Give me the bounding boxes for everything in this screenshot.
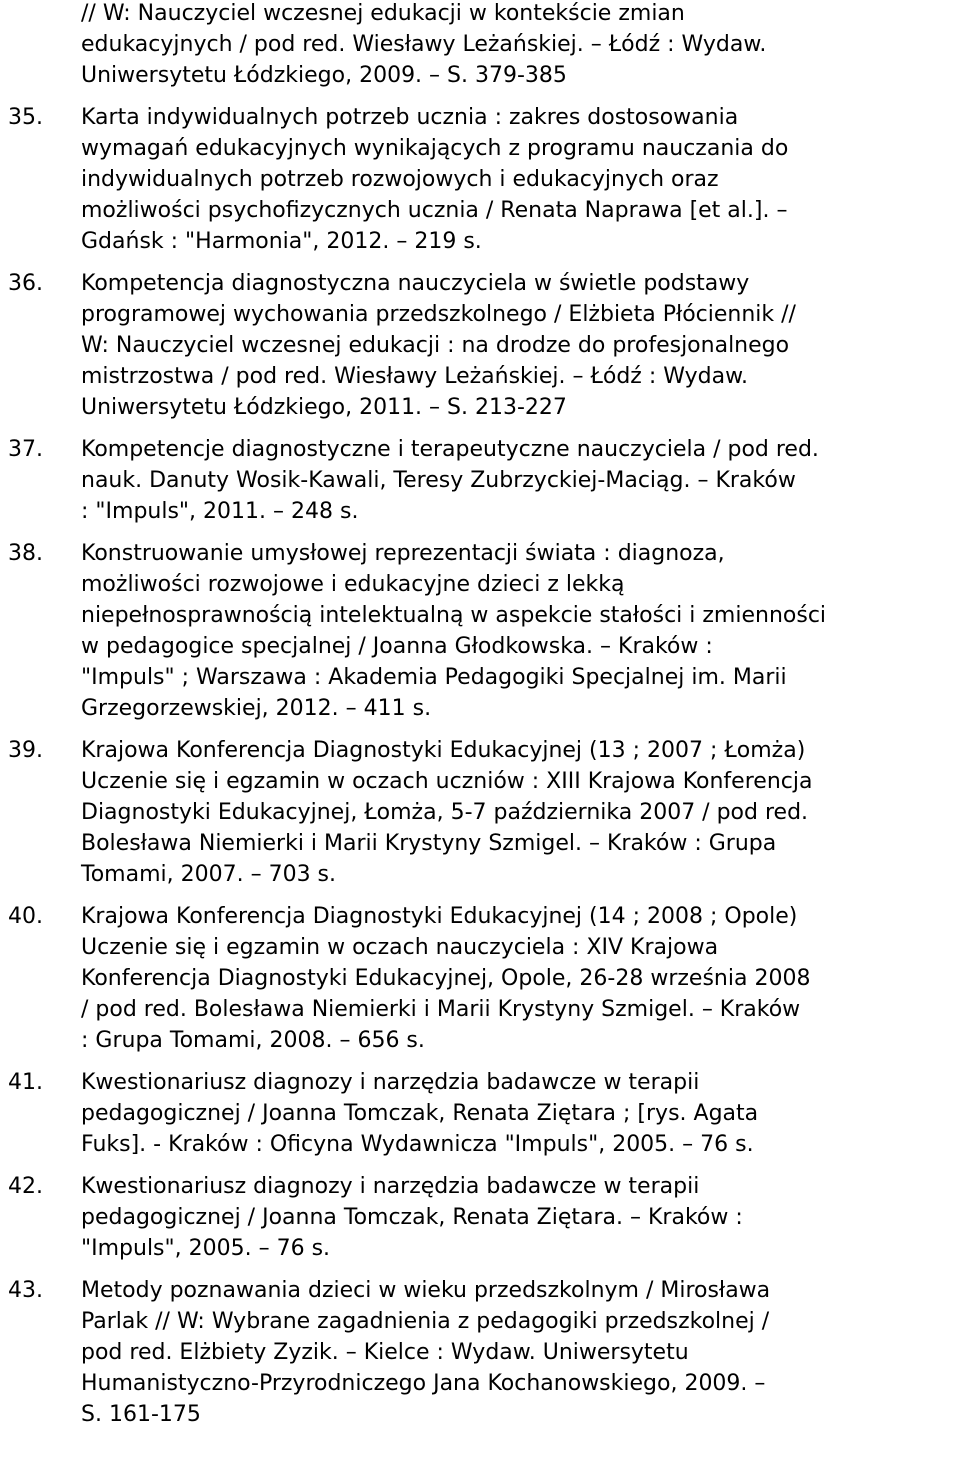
entry-line: Konstruowanie umysłowej reprezentacji świata : diagnoza, [81, 541, 725, 566]
entry-number: 42. [8, 1174, 43, 1199]
entry-line: Grzegorzewskiej, 2012. – 411 s. [81, 696, 432, 721]
entry-text [81, 0, 960, 91]
entry-text [81, 1275, 960, 1430]
entry-line: pedagogicznej / Joanna Tomczak, Renata Ziętara. – Kraków : [81, 1205, 743, 1230]
bibliography-entry [0, 102, 960, 257]
entry-line: "Impuls" ; Warszawa : Akademia Pedagogiki Specjalnej im. Marii [81, 665, 787, 690]
bibliography-entry [0, 1275, 960, 1430]
entry-line: Fuks]. - Kraków : Oficyna Wydawnicza "Impuls", 2005. – 76 s. [81, 1132, 754, 1157]
entry-line: mistrzostwa / pod red. Wiesławy Leżańskiej. – Łódź : Wydaw. [81, 364, 749, 389]
entry-line: nauk. Danuty Wosik-Kawali, Teresy Zubrzyckiej-Maciąg. – Kraków [81, 468, 796, 493]
entry-line: Kompetencja diagnostyczna nauczyciela w świetle podstawy [81, 271, 750, 296]
entry-line: Humanistyczno-Przyrodniczego Jana Kochanowskiego, 2009. – [81, 1371, 766, 1396]
bibliography-entry [0, 1067, 960, 1160]
entry-line: // W: Nauczyciel wczesnej edukacji w kontekście zmian [81, 1, 685, 26]
entry-line: Bolesława Niemierki i Marii Krystyny Szmigel. – Kraków : Grupa [81, 831, 777, 856]
entry-line: Kwestionariusz diagnozy i narzędzia badawcze w terapii [81, 1070, 700, 1095]
entry-line: edukacyjnych / pod red. Wiesławy Leżańskiej. – Łódź : Wydaw. [81, 32, 767, 57]
entry-line: : Grupa Tomami, 2008. – 656 s. [81, 1028, 425, 1053]
entry-line: Metody poznawania dzieci w wieku przedszkolnym / Mirosława [81, 1278, 771, 1303]
entry-number: 40. [8, 904, 43, 929]
entry-line: Kompetencje diagnostyczne i terapeutyczne nauczyciela / pod red. [81, 437, 819, 462]
entry-line: Uczenie się i egzamin w oczach nauczyciela : XIV Krajowa [81, 935, 719, 960]
entry-line: Tomami, 2007. – 703 s. [81, 862, 337, 887]
entry-text [81, 1171, 960, 1264]
entry-text [81, 901, 960, 1056]
bibliography-entry [0, 735, 960, 890]
entry-line: w pedagogice specjalnej / Joanna Głodkowska. – Kraków : [81, 634, 713, 659]
entry-line: W: Nauczyciel wczesnej edukacji : na drodze do profesjonalnego [81, 333, 790, 358]
entry-text [81, 735, 960, 890]
entry-line: Gdańsk : "Harmonia", 2012. – 219 s. [81, 229, 482, 254]
entry-text [81, 268, 960, 423]
entry-line: niepełnosprawnością intelektualną w aspekcie stałości i zmienności [81, 603, 827, 628]
entry-line: / pod red. Bolesława Niemierki i Marii Krystyny Szmigel. – Kraków [81, 997, 801, 1022]
entry-number: 43. [8, 1278, 43, 1303]
entry-line: Konferencja Diagnostyki Edukacyjnej, Opole, 26-28 września 2008 [81, 966, 811, 991]
bibliography-entry [0, 268, 960, 423]
entry-line: Uniwersytetu Łódzkiego, 2011. – S. 213-227 [81, 395, 567, 420]
entry-number: 37. [8, 437, 43, 462]
entry-number: 39. [8, 738, 43, 763]
bibliography-entry [0, 538, 960, 724]
entry-text [81, 102, 960, 257]
entry-line: Krajowa Konferencja Diagnostyki Edukacyjnej (13 ; 2007 ; Łomża) [81, 738, 806, 763]
entry-line: możliwości psychofizycznych ucznia / Renata Naprawa [et al.]. – [81, 198, 788, 223]
entry-number: 36. [8, 271, 43, 296]
entry-number: 41. [8, 1070, 43, 1095]
entry-line: programowej wychowania przedszkolnego / Elżbieta Płóciennik // [81, 302, 796, 327]
entry-text [81, 1067, 960, 1160]
entry-number: 38. [8, 541, 43, 566]
entry-line: S. 161-175 [81, 1402, 201, 1427]
entry-text [81, 538, 960, 724]
entry-line: indywidualnych potrzeb rozwojowych i edukacyjnych oraz [81, 167, 719, 192]
entry-text [81, 434, 960, 527]
entry-line: wymagań edukacyjnych wynikających z programu nauczania do [81, 136, 789, 161]
entry-line: Uczenie się i egzamin w oczach uczniów : XIII Krajowa Konferencja [81, 769, 813, 794]
entry-line: pedagogicznej / Joanna Tomczak, Renata Ziętara ; [rys. Agata [81, 1101, 759, 1126]
entry-line: Parlak // W: Wybrane zagadnienia z pedagogiki przedszkolnej / [81, 1309, 770, 1334]
entry-number: 35. [8, 105, 43, 130]
bibliography-entry [0, 434, 960, 527]
entry-line: Krajowa Konferencja Diagnostyki Edukacyjnej (14 ; 2008 ; Opole) [81, 904, 798, 929]
entry-line: "Impuls", 2005. – 76 s. [81, 1236, 331, 1261]
bibliography-entry-continued [0, 0, 960, 91]
entry-line: Kwestionariusz diagnozy i narzędzia badawcze w terapii [81, 1174, 700, 1199]
entry-line: Diagnostyki Edukacyjnej, Łomża, 5-7 października 2007 / pod red. [81, 800, 809, 825]
entry-line: : "Impuls", 2011. – 248 s. [81, 499, 359, 524]
entry-line: pod red. Elżbiety Zyzik. – Kielce : Wydaw. Uniwersytetu [81, 1340, 689, 1365]
entry-line: Karta indywidualnych potrzeb ucznia : zakres dostosowania [81, 105, 739, 130]
bibliography-entry [0, 901, 960, 1056]
bibliography-entry [0, 1171, 960, 1264]
entry-line: możliwości rozwojowe i edukacyjne dzieci z lekką [81, 572, 625, 597]
entry-line: Uniwersytetu Łódzkiego, 2009. – S. 379-385 [81, 63, 567, 88]
